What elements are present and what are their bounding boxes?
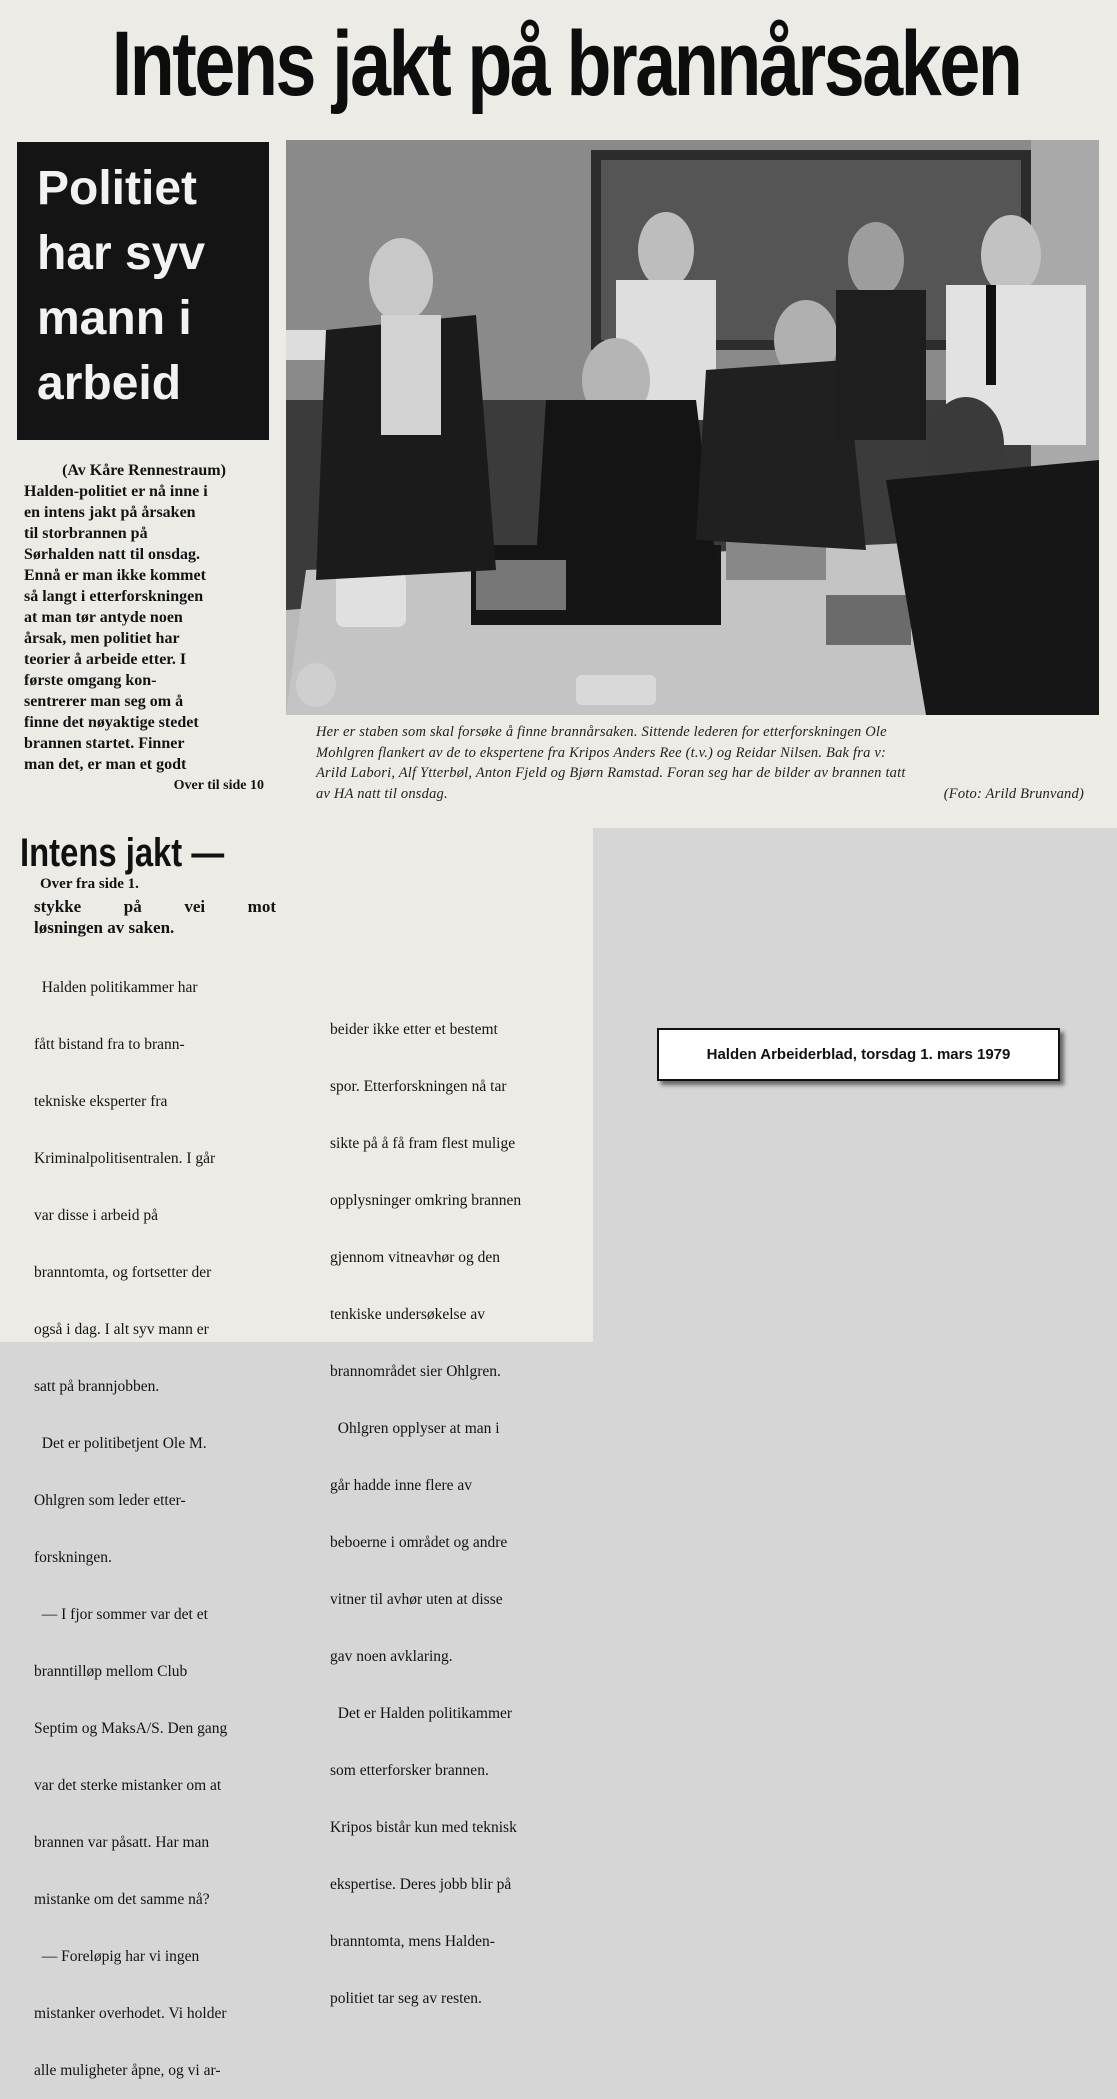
continuation-bold-line: stykke på vei mot	[34, 897, 276, 916]
body-line: som etterforsker brannen.	[330, 1762, 489, 1779]
subheadline-line: mann i	[37, 292, 192, 345]
body-line: gjennom vitneavhør og den	[330, 1249, 501, 1266]
lead-column	[24, 460, 264, 796]
lead-line: så langt i etterforskningen	[24, 588, 204, 605]
lead-line: til storbrannen på	[24, 525, 148, 542]
body-line: brannen var påsatt. Har man	[34, 1834, 210, 1851]
body-line: mistanker overhodet. Vi holder	[34, 2005, 227, 2022]
caption-line: Her er staben som skal forsøke å finne brannårsaken. Sittende lederen for etterforskningen Ole	[316, 724, 887, 740]
lead-line: Halden-politiet er nå inne i	[24, 483, 208, 500]
body-line: går hadde inne flere av	[330, 1477, 473, 1494]
body-line: satt på brannjobben.	[34, 1378, 160, 1395]
body-line: forskningen.	[34, 1549, 112, 1566]
body-line: tekniske eksperter fra	[34, 1093, 168, 1110]
caption-line: Mohlgren flankert av de to ekspertene fra Kripos Anders Ree (t.v.) og Reidar Nilsen. Bak fra v:	[316, 744, 887, 761]
subheadline-box	[17, 142, 269, 440]
group-photo	[286, 140, 1099, 715]
continuation-lead	[34, 896, 276, 938]
caption-line: Arild Labori, Alf Ytterbøl, Anton Fjeld og Bjørn Ramstad. Foran seg har de bilder av brannen tatt	[316, 765, 906, 781]
lead-line: brannen startet. Finner	[24, 735, 185, 752]
body-line: Ohlgren opplyser at man i	[330, 1420, 500, 1437]
lead-line: teorier å arbeide etter. I	[24, 651, 187, 668]
source-label-box: Halden Arbeiderblad, torsdag 1. mars 1979	[657, 1028, 1060, 1081]
body-line: opplysninger omkring brannen	[330, 1192, 522, 1209]
body-line: var det sterke mistanker om at	[34, 1777, 222, 1794]
body-line: branntilløp mellom Club	[34, 1663, 188, 1680]
continuation-headline: Intens jakt —	[20, 831, 225, 875]
continued-to-label: Over til side 10	[173, 778, 264, 793]
lead-line: Ennå er man ikke kommet	[24, 567, 206, 584]
body-line: brannområdet sier Ohlgren.	[330, 1363, 501, 1380]
body-line: branntomta, mens Halden-	[330, 1933, 495, 1950]
lead-line: første omgang kon-	[24, 672, 157, 689]
continuation-column-2	[330, 982, 575, 2027]
lead-line: man det, er man et godt	[24, 756, 187, 773]
body-line: — I fjor sommer var det et	[34, 1606, 208, 1623]
lead-line: en intens jakt på årsaken	[24, 504, 196, 521]
body-line: ekspertise. Deres jobb blir på	[330, 1876, 512, 1893]
body-line: alle muligheter åpne, og vi ar-	[34, 2062, 221, 2079]
body-line: vitner til avhør uten at disse	[330, 1591, 503, 1608]
subheadline-line: har syv	[37, 227, 206, 280]
body-line: Kriminalpolitisentralen. I går	[34, 1150, 216, 1167]
body-line: — Foreløpig har vi ingen	[34, 1948, 200, 1965]
subheadline-line: arbeid	[37, 357, 182, 410]
byline: (Av Kåre Rennestraum)	[62, 462, 226, 479]
body-line: gav noen avklaring.	[330, 1648, 453, 1665]
body-line: beboerne i området og andre	[330, 1534, 508, 1551]
body-line: Det er politibetjent Ole M.	[34, 1435, 207, 1452]
body-line: Det er Halden politikammer	[330, 1705, 513, 1722]
subheadline-line: Politiet	[37, 162, 198, 215]
photo-caption	[316, 722, 1084, 805]
body-line: Septim og MaksA/S. Den gang	[34, 1720, 228, 1737]
lead-line: sentrerer man seg om å	[24, 693, 184, 710]
lead-line: at man tør antyde noen	[24, 609, 183, 626]
body-line: tenkiske undersøkelse av	[330, 1306, 485, 1323]
main-headline: Intens jakt på brannårsaken	[111, 13, 1021, 115]
photo-credit: (Foto: Arild Brunvand)	[943, 786, 1084, 802]
body-line: branntomta, og fortsetter der	[34, 1264, 212, 1281]
body-line: Halden politikammer har	[34, 979, 198, 996]
lead-line: årsak, men politiet har	[24, 630, 180, 647]
continuation-column-1	[34, 940, 282, 2099]
body-line: sikte på å få fram flest mulige	[330, 1135, 516, 1152]
body-line: spor. Etterforskningen nå tar	[330, 1078, 507, 1095]
body-line: Ohlgren som leder etter-	[34, 1492, 186, 1509]
body-line: beider ikke etter et bestemt	[330, 1021, 498, 1038]
body-line: fått bistand fra to brann-	[34, 1036, 185, 1053]
body-line: Kripos bistår kun med teknisk	[330, 1819, 517, 1836]
body-line: mistanke om det samme nå?	[34, 1891, 210, 1908]
photo-illustration	[286, 140, 1099, 715]
continued-from-label: Over fra side 1.	[40, 876, 139, 892]
body-line: politiet tar seg av resten.	[330, 1990, 482, 2007]
body-line: var disse i arbeid på	[34, 1207, 158, 1224]
body-line: også i dag. I alt syv mann er	[34, 1321, 209, 1338]
continuation-bold-line: løsningen av saken.	[34, 918, 175, 937]
caption-line: av HA natt til onsdag.	[316, 785, 448, 802]
lead-line: Sørhalden natt til onsdag.	[24, 546, 201, 563]
lead-line: finne det nøyaktige stedet	[24, 714, 199, 731]
